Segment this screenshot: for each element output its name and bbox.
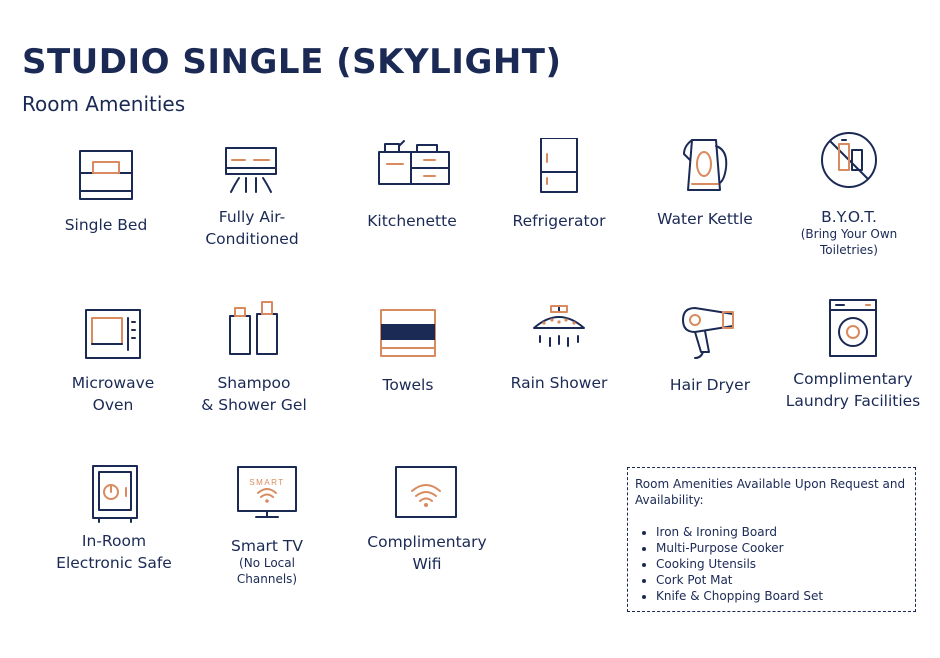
rain-shower-icon (524, 304, 594, 370)
page-title: STUDIO SINGLE (SKYLIGHT) (22, 42, 562, 82)
no-toiletries-icon (814, 130, 884, 196)
amenity-label: Shampoo & Shower Gel (201, 374, 307, 414)
list-item: • Cooking Utensils (656, 556, 908, 572)
upon-request-title: Room Amenities Available Upon Request and Availability: (635, 477, 906, 507)
amenity-label: Hair Dryer (669, 376, 751, 394)
amenity-label: Complimentary Laundry Facilities (785, 370, 921, 410)
wifi-icon (392, 465, 462, 531)
amenity-label: Towels (382, 376, 434, 394)
amenity-label: Water Kettle (657, 210, 753, 228)
amenity-label: Smart TV (231, 537, 303, 555)
refrigerator-icon (524, 138, 594, 204)
safe-icon (79, 464, 149, 530)
air-conditioner-icon (217, 140, 287, 206)
list-item: • Iron & Ironing Board (656, 524, 908, 540)
amenity-label: Complimentary Wifi (367, 533, 487, 573)
list-item: • Cork Pot Mat (656, 572, 908, 588)
tv-screen-text: SMART (249, 478, 285, 487)
page-subtitle: Room Amenities (22, 92, 186, 116)
amenity-note: (No Local Channels) (236, 556, 298, 586)
amenity-label: Single Bed (64, 216, 148, 234)
shampoo-bottles-icon (219, 300, 289, 366)
amenity-label: Refrigerator (512, 212, 606, 230)
amenity-label: Fully Air- Conditioned (205, 208, 299, 248)
amenity-label: In-Room Electronic Safe (56, 532, 172, 572)
hair-dryer-icon (675, 300, 745, 366)
water-kettle-icon (670, 136, 740, 202)
kitchenette-icon (367, 136, 457, 202)
amenity-label: B.Y.O.T. (821, 208, 877, 226)
upon-request-list (635, 524, 908, 604)
amenity-label: Rain Shower (510, 374, 608, 392)
single-bed-icon (71, 142, 141, 208)
upon-request-box (627, 467, 916, 612)
amenity-note: (Bring Your Own Toiletries) (800, 227, 898, 257)
washing-machine-icon (818, 298, 888, 364)
list-item: • Multi-Purpose Cooker (656, 540, 908, 556)
microwave-icon (78, 306, 148, 372)
amenity-label: Microwave Oven (71, 374, 155, 414)
towels-icon (373, 306, 443, 372)
smart-tv-icon (232, 465, 302, 531)
amenity-label: Kitchenette (367, 212, 457, 230)
list-item: • Knife & Chopping Board Set (656, 588, 908, 604)
